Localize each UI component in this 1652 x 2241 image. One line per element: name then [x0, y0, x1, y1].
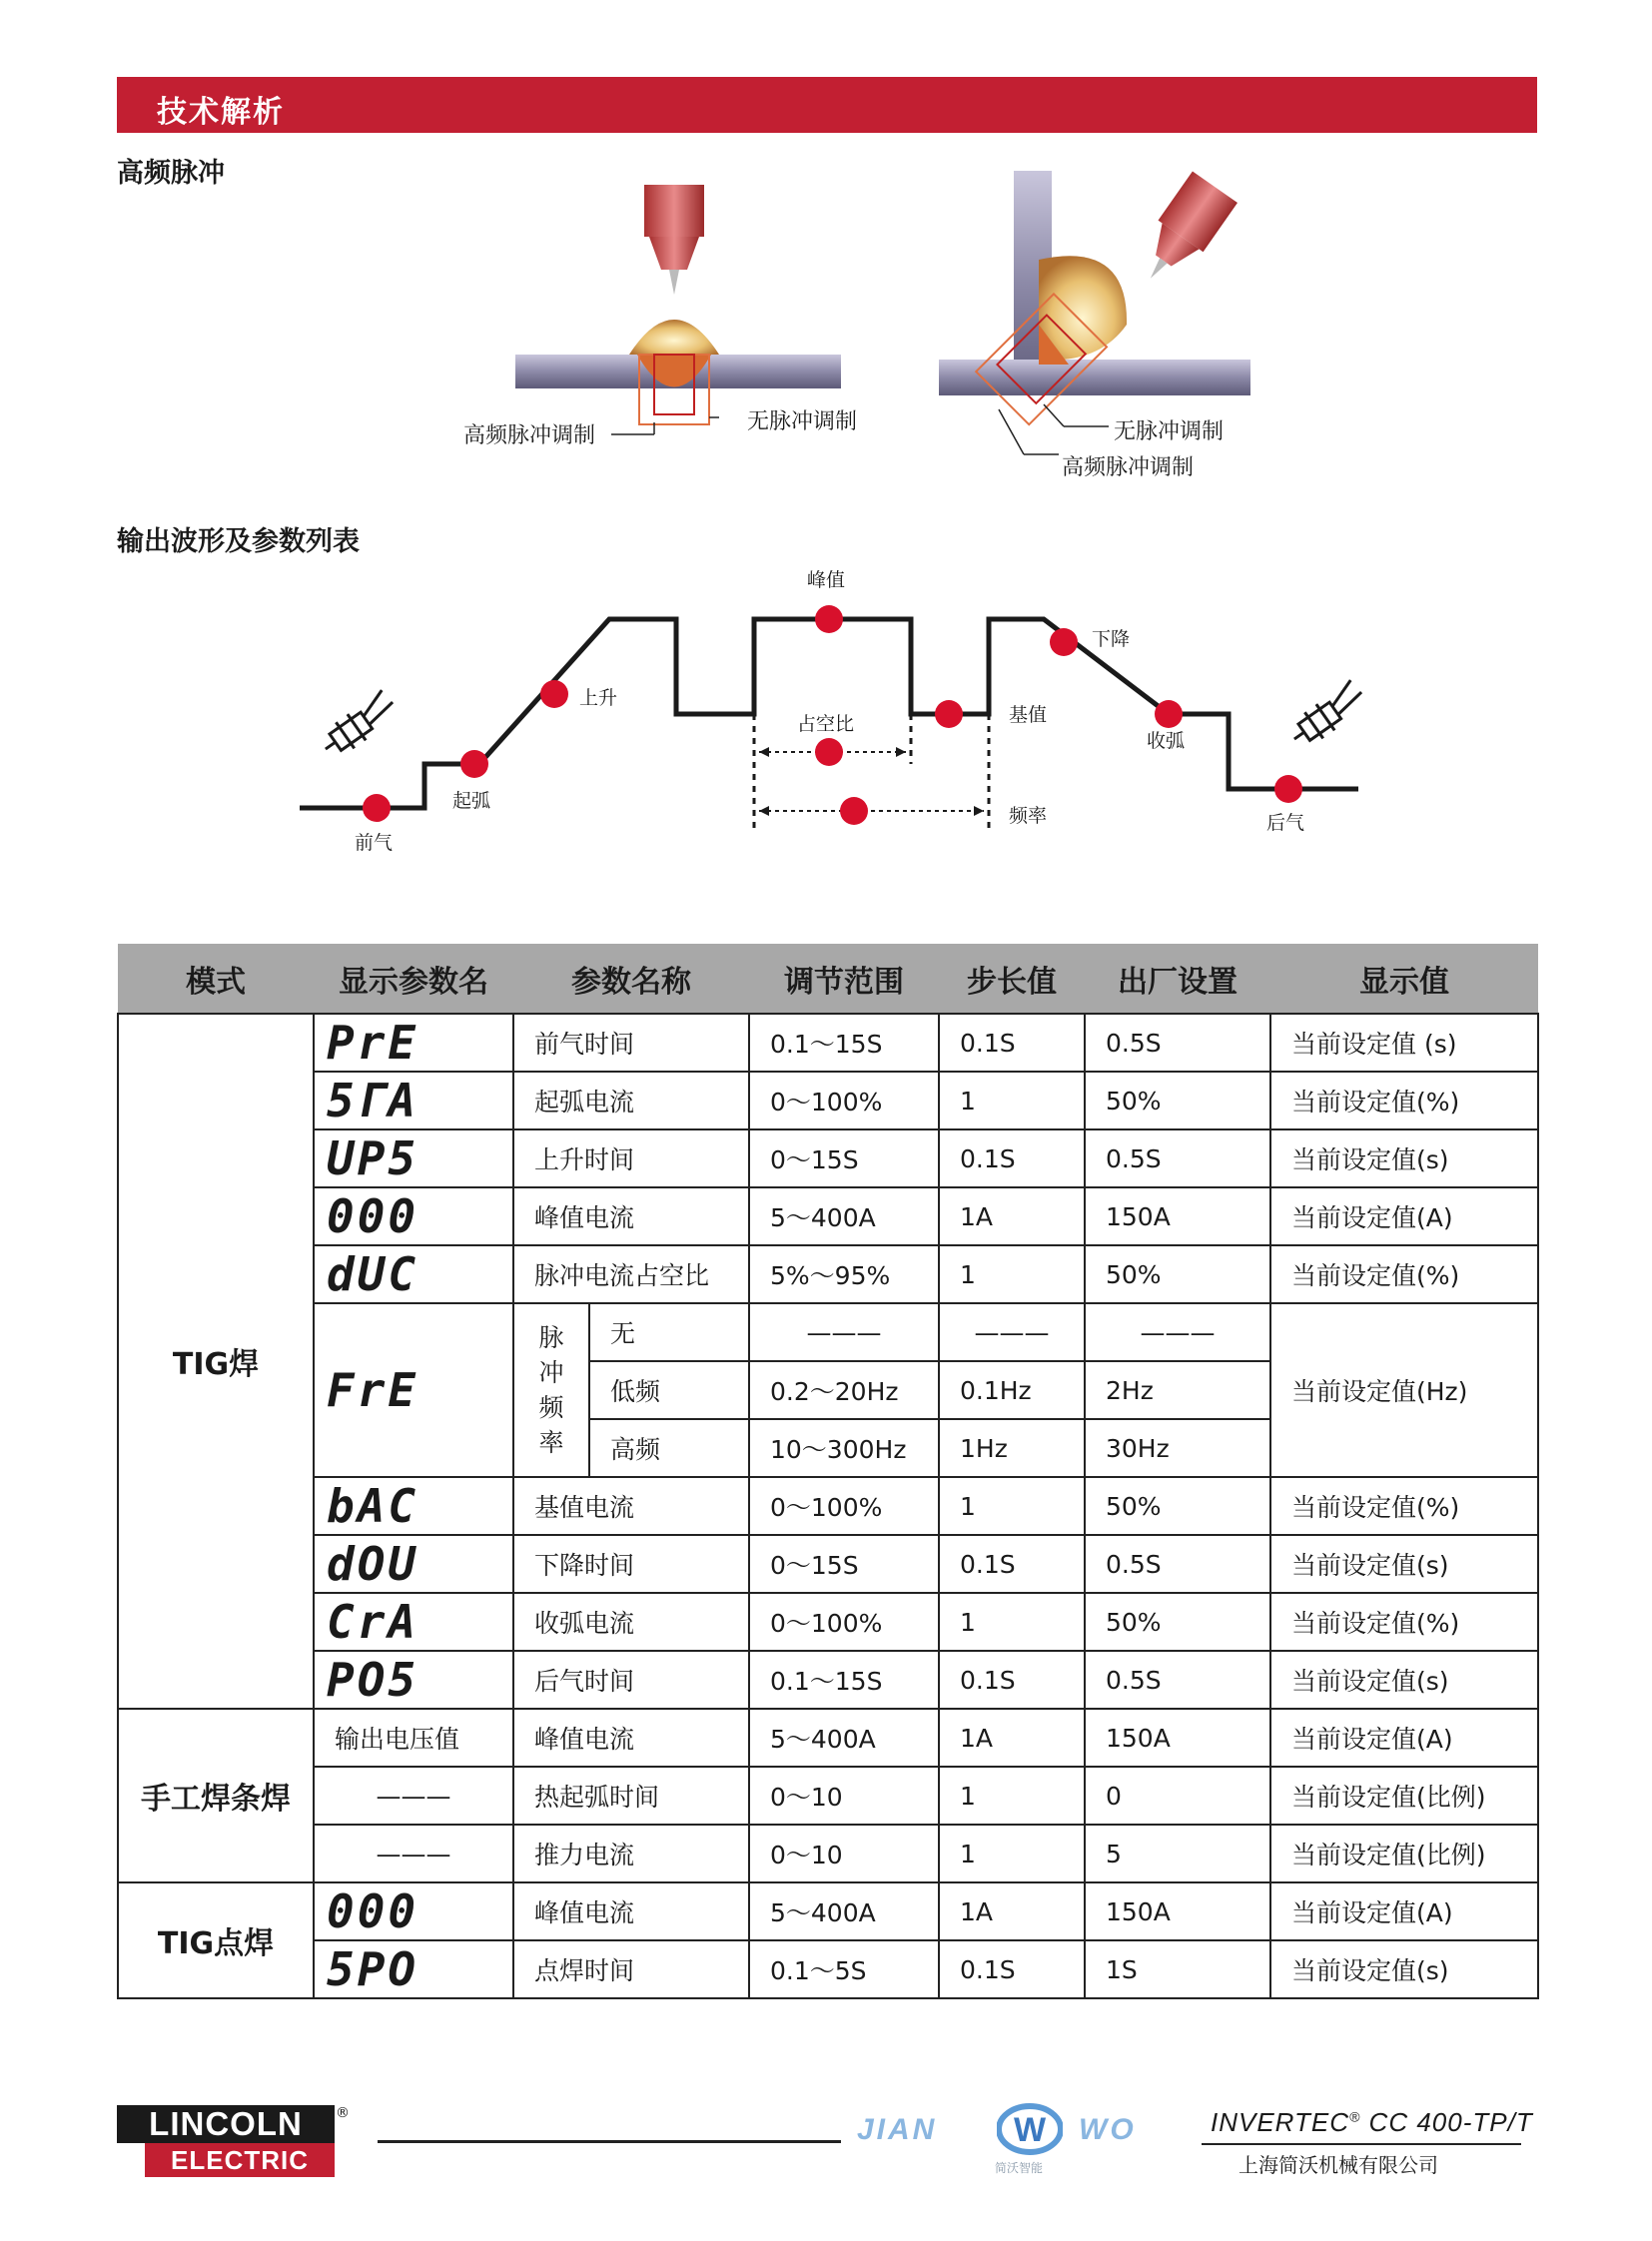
label-prepurge: 前气: [355, 832, 394, 854]
param-value: 当前设定值(s): [1270, 1129, 1538, 1187]
param-step: 0.1Hz: [939, 1361, 1085, 1419]
table-row: [118, 1651, 1538, 1709]
marker-crater: [1155, 700, 1183, 728]
display-code: CrA: [314, 1593, 513, 1651]
param-default: 150A: [1085, 1709, 1270, 1767]
display-code: 5ΓA: [314, 1072, 513, 1129]
label-downslope: 下降: [1092, 628, 1131, 650]
param-range: 5～400A: [749, 1709, 939, 1767]
param-default: 5: [1085, 1825, 1270, 1882]
param-default: 150A: [1085, 1187, 1270, 1245]
logo-reg-mark: ®: [336, 2105, 350, 2121]
marker-start: [460, 750, 488, 778]
param-step: 0.1S: [939, 1129, 1085, 1187]
param-value: 当前设定值(%): [1270, 1245, 1538, 1303]
company-name: 上海简沃机械有限公司: [1239, 2153, 1438, 2177]
header-step: 步长值: [939, 944, 1085, 1014]
jianwo-logo: [857, 2097, 1197, 2177]
label-start: 起弧: [452, 790, 491, 812]
freq-sub-name: 低频: [589, 1361, 749, 1419]
mode-tig: TIG焊: [118, 1014, 314, 1709]
freq-sub-name: 无: [589, 1303, 749, 1361]
param-step: 0.1S: [939, 1651, 1085, 1709]
model-name: INVERTEC® CC 400-TP/T: [1211, 2107, 1533, 2137]
param-name: 推力电流: [513, 1825, 749, 1882]
param-range: 0.1～15S: [749, 1651, 939, 1709]
table-row: [118, 1767, 1538, 1825]
param-name: 点焊时间: [513, 1940, 749, 1998]
label-base: 基值: [1009, 704, 1048, 726]
section-title-waveform: 输出波形及参数列表: [117, 526, 360, 557]
param-default: 50%: [1085, 1593, 1270, 1651]
param-range: 5～400A: [749, 1882, 939, 1940]
display-code: ———: [314, 1825, 513, 1882]
param-name: 脉冲电流占空比: [513, 1245, 749, 1303]
param-default: 30Hz: [1085, 1419, 1270, 1477]
param-range: 0～15S: [749, 1535, 939, 1593]
param-name: 峰值电流: [513, 1882, 749, 1940]
param-step: 1Hz: [939, 1419, 1085, 1477]
torch-body: [644, 185, 704, 237]
param-value: 当前设定值(比例): [1270, 1767, 1538, 1825]
param-step: 1A: [939, 1187, 1085, 1245]
param-range: 0～100%: [749, 1072, 939, 1129]
marker-freq: [840, 797, 868, 825]
param-value: 当前设定值(s): [1270, 1651, 1538, 1709]
table-row: [118, 1882, 1538, 1940]
marker-postpurge: [1274, 775, 1302, 803]
gas-nozzle-icon-right: [1285, 679, 1368, 752]
param-default: 0: [1085, 1767, 1270, 1825]
param-default: 0.5S: [1085, 1535, 1270, 1593]
header-display-name: 显示参数名: [314, 944, 513, 1014]
param-range: 10～300Hz: [749, 1419, 939, 1477]
param-name: 基值电流: [513, 1477, 749, 1535]
param-value: 当前设定值(A): [1270, 1882, 1538, 1940]
table-row: [118, 1940, 1538, 1998]
mode-spot: TIG点焊: [118, 1882, 314, 1998]
param-step: 1: [939, 1593, 1085, 1651]
param-range: 0.1～5S: [749, 1940, 939, 1998]
param-name: 后气时间: [513, 1651, 749, 1709]
banner-title: 技术解析: [157, 95, 285, 130]
param-range: 0～100%: [749, 1593, 939, 1651]
freq-group-label: 脉 冲 频 率: [513, 1303, 589, 1477]
header-range: 调节范围: [749, 944, 939, 1014]
svg-text:W: W: [1013, 2111, 1047, 2149]
header-mode: 模式: [118, 944, 314, 1014]
param-step: 1: [939, 1245, 1085, 1303]
table-row: [118, 1187, 1538, 1245]
model-underline: [1202, 2143, 1521, 2145]
param-default: 0.5S: [1085, 1014, 1270, 1072]
param-step: 1A: [939, 1882, 1085, 1940]
param-default: 1S: [1085, 1940, 1270, 1998]
param-default: 50%: [1085, 1245, 1270, 1303]
label-upslope: 上升: [579, 687, 618, 709]
label-peak: 峰值: [807, 569, 846, 591]
param-name: 收弧电流: [513, 1593, 749, 1651]
horizontal-plate: [939, 360, 1250, 395]
display-code: 输出电压值: [314, 1709, 513, 1767]
param-default: ———: [1085, 1303, 1270, 1361]
label-nopulse-left: 无脉冲调制: [747, 409, 858, 434]
param-range: 0.1～15S: [749, 1014, 939, 1072]
table-row: [118, 1303, 1538, 1361]
output-waveform-diagram: [290, 564, 1368, 874]
mode-stick: 手工焊条焊: [118, 1709, 314, 1882]
param-step: ———: [939, 1303, 1085, 1361]
jw-right-text: WO: [1079, 2113, 1137, 2146]
marker-upslope: [540, 680, 568, 708]
label-postpurge: 后气: [1266, 812, 1305, 834]
display-code: PO5: [314, 1651, 513, 1709]
param-range: 0.2～20Hz: [749, 1361, 939, 1419]
param-value: 当前设定值(%): [1270, 1593, 1538, 1651]
param-range: 5%～95%: [749, 1245, 939, 1303]
param-value: 当前设定值(%): [1270, 1477, 1538, 1535]
display-code: UP5: [314, 1129, 513, 1187]
param-range: 0～15S: [749, 1129, 939, 1187]
parameter-table: [117, 944, 1539, 1999]
param-step: 1: [939, 1477, 1085, 1535]
display-code: ———: [314, 1767, 513, 1825]
param-value: 当前设定值(比例): [1270, 1825, 1538, 1882]
param-name: 热起弧时间: [513, 1767, 749, 1825]
section-title-hf-pulse: 高频脉冲: [117, 158, 225, 189]
param-step: 0.1S: [939, 1940, 1085, 1998]
param-name: 峰值电流: [513, 1187, 749, 1245]
param-step: 1A: [939, 1709, 1085, 1767]
param-default: 50%: [1085, 1072, 1270, 1129]
tungsten-electrode: [669, 270, 679, 295]
header-default: 出厂设置: [1085, 944, 1270, 1014]
param-name: 峰值电流: [513, 1709, 749, 1767]
torch-nozzle: [649, 237, 699, 270]
param-step: 1: [939, 1072, 1085, 1129]
param-name: 上升时间: [513, 1129, 749, 1187]
param-range: 0～100%: [749, 1477, 939, 1535]
table-row: [118, 1709, 1538, 1767]
label-freq: 频率: [1009, 805, 1048, 827]
param-step: 1: [939, 1767, 1085, 1825]
section-banner: [117, 77, 1537, 133]
param-step: 1: [939, 1825, 1085, 1882]
table-row: [118, 1535, 1538, 1593]
param-value: 当前设定值(A): [1270, 1187, 1538, 1245]
param-name: 起弧电流: [513, 1072, 749, 1129]
param-name: 下降时间: [513, 1535, 749, 1593]
jw-subtitle: 简沃智能: [995, 2161, 1044, 2175]
arc-cone: [629, 320, 719, 355]
table-row: [118, 1014, 1538, 1072]
display-code: PrE: [314, 1014, 513, 1072]
label-crater: 收弧: [1147, 730, 1186, 752]
param-range: 0～10: [749, 1767, 939, 1825]
table-row: [118, 1245, 1538, 1303]
freq-sub-name: 高频: [589, 1419, 749, 1477]
table-header-row: [118, 944, 1538, 1014]
param-range: 0～10: [749, 1825, 939, 1882]
param-range: 5～400A: [749, 1187, 939, 1245]
table-row: [118, 1129, 1538, 1187]
marker-base: [935, 700, 963, 728]
param-default: 150A: [1085, 1882, 1270, 1940]
label-nopulse-right: 无脉冲调制: [1114, 419, 1225, 444]
label-hf-left: 高频脉冲调制: [463, 423, 596, 448]
header-param-name: 参数名称: [513, 944, 749, 1014]
jw-left-text: JIAN: [857, 2113, 938, 2146]
param-default: 0.5S: [1085, 1129, 1270, 1187]
marker-downslope: [1050, 628, 1078, 656]
display-code: 000: [314, 1187, 513, 1245]
lincoln-electric-logo: [117, 2105, 350, 2177]
jw-emblem-icon: [997, 2103, 1063, 2155]
param-value: 当前设定值 (s): [1270, 1014, 1538, 1072]
marker-duty: [815, 738, 843, 766]
gas-nozzle-icon-left: [317, 689, 403, 762]
table-row: [118, 1072, 1538, 1129]
display-code: FrE: [314, 1303, 513, 1477]
param-default: 2Hz: [1085, 1361, 1270, 1419]
param-value: 当前设定值(s): [1270, 1535, 1538, 1593]
display-code: dOU: [314, 1535, 513, 1593]
param-value: 当前设定值(s): [1270, 1940, 1538, 1998]
display-code: bAC: [314, 1477, 513, 1535]
param-range: ———: [749, 1303, 939, 1361]
marker-prepurge: [363, 794, 391, 822]
param-value: 当前设定值(%): [1270, 1072, 1538, 1129]
table-row: [118, 1825, 1538, 1882]
label-duty: 占空比: [797, 713, 855, 735]
param-default: 0.5S: [1085, 1651, 1270, 1709]
display-code: dUC: [314, 1245, 513, 1303]
logo-top: LINCOLN: [117, 2105, 335, 2143]
param-value: 当前设定值(A): [1270, 1709, 1538, 1767]
display-code: 000: [314, 1882, 513, 1940]
footer-divider: [378, 2140, 841, 2143]
display-code: 5PO: [314, 1940, 513, 1998]
param-default: 50%: [1085, 1477, 1270, 1535]
param-value: 当前设定值(Hz): [1270, 1303, 1538, 1477]
table-row: [118, 1593, 1538, 1651]
table-row: [118, 1477, 1538, 1535]
param-step: 0.1S: [939, 1014, 1085, 1072]
marker-peak: [815, 605, 843, 633]
logo-bottom: ELECTRIC: [145, 2143, 335, 2177]
param-step: 0.1S: [939, 1535, 1085, 1593]
param-name: 前气时间: [513, 1014, 749, 1072]
label-hf-right: 高频脉冲调制: [1062, 455, 1195, 480]
header-display-value: 显示值: [1270, 944, 1538, 1014]
